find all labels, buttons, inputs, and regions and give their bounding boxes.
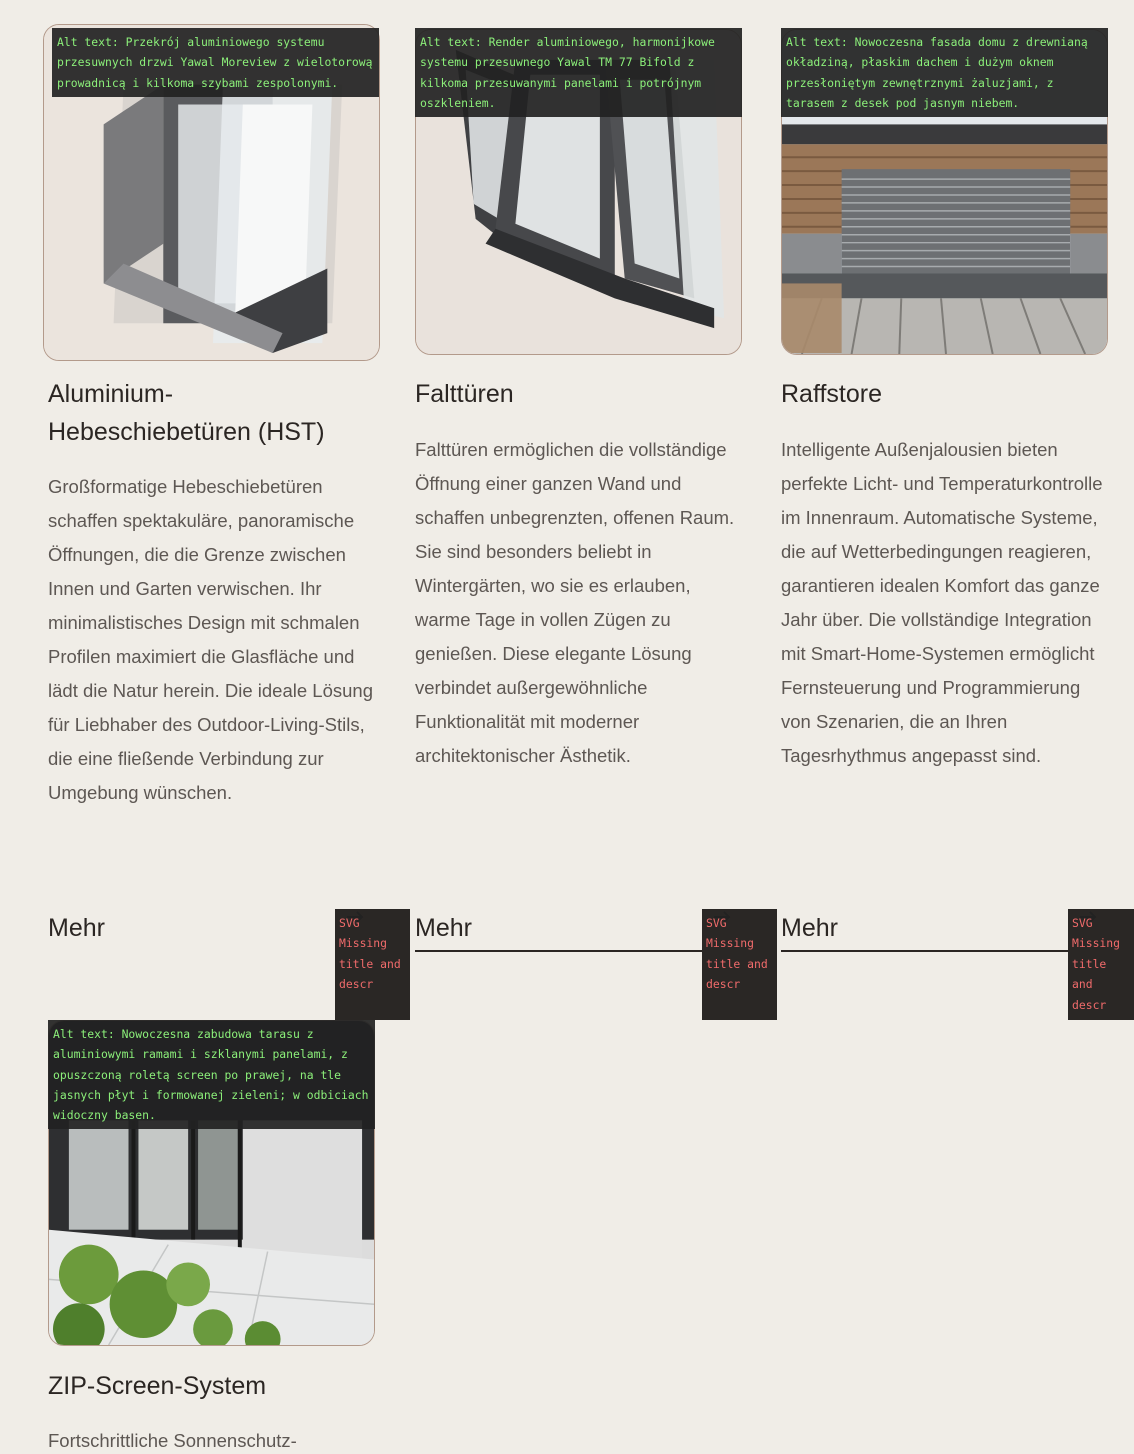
more-link-underline — [415, 950, 742, 952]
product-card-raffstore — [781, 24, 1121, 1012]
card-description: Fortschrittliche Sonnenschutz- — [48, 1430, 297, 1451]
more-link-label: Mehr — [48, 914, 105, 942]
more-link[interactable] — [781, 909, 1121, 1012]
card-title: Falttüren — [415, 380, 514, 408]
svg-warning-badge: SVG Missing title and descr — [335, 909, 410, 1020]
product-card-hst — [48, 24, 401, 992]
image-alt-text: Alt text: Nowoczesna fasada domu z drewnianą okładziną, płaskim dachem i dużym oknem przesłoniętym zewnętrznymi żaluzjami, z tarasem z desek pod jasnym niebem. — [781, 28, 1108, 117]
image-alt-text: Alt text: Render aluminiowego, harmonijkowe systemu przesuwnego Yawal TM 77 Bifold z kilkoma przesuwanymi panelami i potrójnym oszkleniem. — [415, 28, 742, 117]
card-title: Raffstore — [781, 380, 882, 408]
more-link-underline — [781, 950, 1108, 952]
card-title: Aluminium-Hebeschiebetüren (HST) — [48, 380, 325, 446]
arrow-right-icon — [712, 910, 732, 924]
card-description: Intelligente Außenjalousien bieten perfekte Licht- und Temperaturkontrolle im Innenraum. Automatische Systeme, die auf Wetterbedingungen reagieren, garantieren idealen Komfort das ganze Jahr über. Die vollständige Integration mit Smart-Home-Systemen ermöglicht Fernsteuerung und Programmierung von Szenarien, die an Ihren Tagesrhythmus angepasst sind. — [781, 439, 1103, 766]
image-alt-text: Alt text: Przekrój aluminiowego systemu przesuwnych drzwi Yawal Moreview z wielotorową prowadnicą i kilkoma szybami zespolonymi. — [52, 28, 379, 97]
more-link[interactable] — [415, 909, 768, 992]
more-link[interactable] — [48, 909, 401, 992]
svg-warning-badge: SVG Missing title and descr — [1068, 909, 1134, 1020]
arrow-right-icon — [1078, 910, 1098, 924]
arrow-right-icon — [345, 910, 365, 924]
product-card-zip-screen — [48, 1020, 375, 1454]
more-link-label: Mehr — [415, 914, 472, 942]
card-description: Großformatige Hebeschiebetüren schaffen spektakuläre, panoramische Öffnungen, die die Grenze zwischen Innen und Garten verwischen. Ihr minimalistisches Design mit schmalen Profilen maximiert die Glasfläche und lädt die Natur herein. Die ideale Lösung für Liebhaber des Outdoor-Living-Stils, die eine fließende Verbindung zur Umgebung wünschen. — [48, 476, 373, 803]
card-description: Falttüren ermöglichen die vollständige Öffnung einer ganzen Wand und schaffen unbegrenzten, offenen Raum. Sie sind besonders beliebt in Wintergärten, wo sie es erlauben, warme Tage in vollen Zügen zu genießen. Diese elegante Lösung verbindet außergewöhnliche Funktionalität mit moderner architektonischer Ästhetik. — [415, 439, 735, 766]
image-alt-text: Alt text: Nowoczesna zabudowa tarasu z aluminiowymi ramami i szklanymi panelami, z opuszczoną roletą screen po prawej, na tle jasnych płyt i formowanej zieleni; w odbiciach widoczny basen. — [48, 1020, 375, 1129]
product-card-falttueren — [415, 24, 768, 992]
card-title: ZIP-Screen-System — [48, 1372, 267, 1400]
more-link-label: Mehr — [781, 914, 838, 942]
svg-warning-badge: SVG Missing title and descr — [702, 909, 777, 1020]
